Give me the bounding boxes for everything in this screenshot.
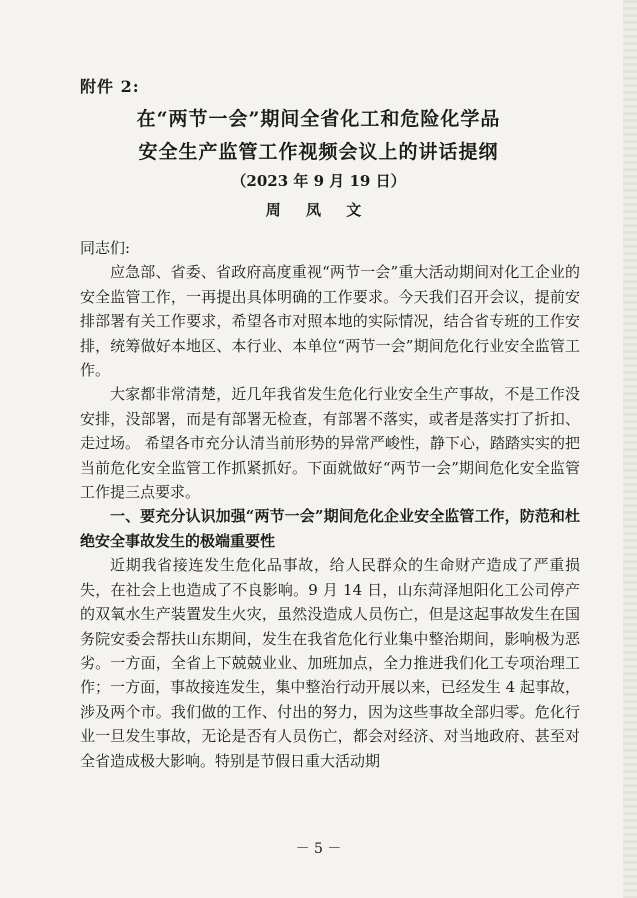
- salutation: 同志们:: [80, 239, 131, 257]
- page-number: － 5 －: [295, 841, 342, 857]
- author-name: 周 凤 文: [265, 201, 372, 219]
- document-body: [80, 236, 580, 773]
- scan-edge-artifact: [623, 0, 637, 898]
- body-paragraph-1: 应急部、省委、省政府高度重视“两节一会”重大活动期间对化工企业的安全监管工作，一再提出具体明确的工作要求。今天我们召开会议，提前安排部署有关工作要求，希望各市对照本地的实际情况，结合省专班的工作安排，统筹做好本地区、本行业、本单位“两节一会”期间危化行业安全监管工作。: [80, 263, 580, 380]
- body-paragraph-2: 大家都非常清楚，近几年我省发生危化行业安全生产事故，不是工作没安排，没部署，而是有部署无检查，有部署不落实，或者是落实打了折扣、走过场。 希望各市充分认清当前形势的异常严峻性，静下心，踏踏实实的把当前危化安全监管工作抓紧抓好。下面就做好“两节一会”期间危化安全监管工作提三点要求。: [80, 385, 580, 502]
- annex-label: 附件 2:: [80, 77, 140, 96]
- section-paragraph: 近期我省接连发生危化品事故，给人民群众的生命财产造成了严重损失，在社会上也造成了不良影响。9 月 14 日，山东菏泽旭阳化工公司停产的双氧水生产装置发生火灾，虽然没造成人员伤亡，但是这起事故发生在国务院安委会帮扶山东期间，发生在我省危化行业集中整治期间，影响极为恶劣。一方面，全省上下兢兢业业、加班加点，全力推进我们化工专项治理工作；一方面，事故接连发生，集中整治行动开展以来，已经发生 4 起事故，涉及两个市。我们做的工作、付出的努力，因为这些事故全部归零。危化行业一旦发生事故，无论是否有人员伤亡，都会对经济、对当地政府、甚至对全省造成极大影响。特别是节假日重大活动期: [80, 556, 580, 770]
- document-date: （2023 年 9 月 19 日）: [231, 172, 406, 190]
- title-line-2: 安全生产监管工作视频会议上的讲话提纲: [138, 141, 499, 163]
- section-heading: 一、要充分认识加强“两节一会”期间危化企业安全监管工作，防范和杜绝安全事故发生的极端重要性: [80, 507, 580, 550]
- title-line-1: 在“两节一会”期间全省化工和危险化学品: [136, 108, 501, 130]
